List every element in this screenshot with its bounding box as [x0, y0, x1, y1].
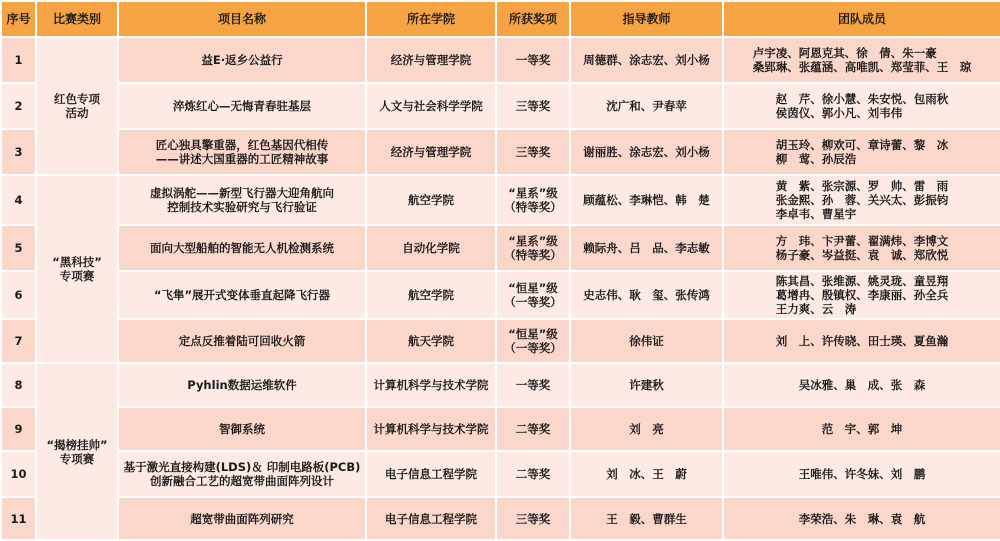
project-name: 定点反推着陆可回收火箭: [118, 319, 366, 363]
row-number: 5: [1, 225, 36, 271]
table-row: [1, 407, 1000, 451]
category-jiebang: “揭榜挂帅” 专项赛: [36, 363, 118, 540]
advisor: 王 毅、曹群生: [570, 497, 723, 540]
college: 计算机科学与技术学院: [366, 407, 496, 451]
row-number: 2: [1, 83, 36, 129]
project-name: 益E·返乡公益行: [118, 37, 366, 83]
team-members: 李荣浩、朱 琳、袁 航: [723, 497, 1000, 540]
table-row: [1, 225, 1000, 271]
advisor: 刘 亮: [570, 407, 723, 451]
team-members: 方 玮、卞尹蕾、翟满炜、李博文 杨子豪、岑益挺、袁 诚、郑欣悦: [723, 225, 1000, 271]
college: 计算机科学与技术学院: [366, 363, 496, 407]
row-number: 4: [1, 175, 36, 225]
header-row: [1, 1, 1000, 37]
advisor: 徐伟证: [570, 319, 723, 363]
project-name: 超宽带曲面阵列研究: [118, 497, 366, 540]
row-number: 9: [1, 407, 36, 451]
category-tech: “黑科技” 专项赛: [36, 175, 118, 363]
team-members: 王唯伟、许冬妹、刘 鹏: [723, 451, 1000, 497]
header-team: 团队成员: [723, 1, 1000, 37]
table-row: [1, 319, 1000, 363]
row-number: 6: [1, 271, 36, 319]
college: 经济与管理学院: [366, 129, 496, 175]
college: 航空学院: [366, 271, 496, 319]
award: “星系”级 （特等奖）: [496, 175, 570, 225]
advisor: 沈广和、尹春苹: [570, 83, 723, 129]
project-name: 基于激光直接构建(LDS)＆ 印制电路板(PCB) 创新融合工艺的超宽带曲面阵列设计: [118, 451, 366, 497]
team-members: 吴冰雅、巢 成、张 森: [723, 363, 1000, 407]
team-members: 刘 上、许传晓、田士瑛、夏鱼瀚: [723, 319, 1000, 363]
team-members: 卢宇凌、阿恩克其、徐 倩、朱一豪 桑郢琳、张蕴涵、高唯凯、郑莹菲、王 琼: [723, 37, 1000, 83]
advisor: 谢丽胜、涂志宏、刘小杨: [570, 129, 723, 175]
award: 三等奖: [496, 497, 570, 540]
advisor: 顾蕴松、李琳恺、韩 楚: [570, 175, 723, 225]
college: 人文与社会科学学院: [366, 83, 496, 129]
header-advisor: 指导教师: [570, 1, 723, 37]
team-members: 黄 紫、张宗源、罗 帅、雷 雨 张金熙、孙 蓉、关兴太、彭振钧 李卓韦、曹星宇: [723, 175, 1000, 225]
header-award: 所获奖项: [496, 1, 570, 37]
table-row: [1, 129, 1000, 175]
row-number: 1: [1, 37, 36, 83]
table-row: [1, 271, 1000, 319]
team-members: 陈其昌、张维源、姚灵珑、童昱翔 葛增冉、殷镇权、李康丽、孙全兵 王力爽、云 涛: [723, 271, 1000, 319]
college: 自动化学院: [366, 225, 496, 271]
header-no: 序号: [1, 1, 36, 37]
award: “恒星”级 （一等奖）: [496, 271, 570, 319]
table-row: [1, 363, 1000, 407]
table-row: [1, 497, 1000, 540]
advisor: 史志伟、耿 玺、张传鸿: [570, 271, 723, 319]
college: 电子信息工程学院: [366, 451, 496, 497]
project-name: 智御系统: [118, 407, 366, 451]
award: “恒星”级 （一等奖）: [496, 319, 570, 363]
table-row: [1, 83, 1000, 129]
college: 电子信息工程学院: [366, 497, 496, 540]
header-college: 所在学院: [366, 1, 496, 37]
award: 一等奖: [496, 363, 570, 407]
award: 三等奖: [496, 129, 570, 175]
team-members: 胡玉玲、柳欢可、章诗蕾、黎 冰 柳 莺、孙辰浩: [723, 129, 1000, 175]
header-category: 比赛类别: [36, 1, 118, 37]
header-project: 项目名称: [118, 1, 366, 37]
award: “星系”级 （特等奖）: [496, 225, 570, 271]
college: 航天学院: [366, 319, 496, 363]
table-row: [1, 175, 1000, 225]
project-name: 面向大型船舶的智能无人机检测系统: [118, 225, 366, 271]
project-name: 匠心独具擎重器，红色基因代相传 ——讲述大国重器的工匠精神故事: [118, 129, 366, 175]
project-name: “飞隼”展开式变体垂直起降飞行器: [118, 271, 366, 319]
award: 二等奖: [496, 451, 570, 497]
project-name: Pyhlin数据运维软件: [118, 363, 366, 407]
award: 一等奖: [496, 37, 570, 83]
college: 经济与管理学院: [366, 37, 496, 83]
row-number: 11: [1, 497, 36, 540]
advisor: 赖际舟、吕 品、李志敏: [570, 225, 723, 271]
table-row: [1, 451, 1000, 497]
category-red: 红色专项 活动: [36, 37, 118, 175]
advisor: 周德群、涂志宏、刘小杨: [570, 37, 723, 83]
project-name: 淬炼红心—无悔青春驻基层: [118, 83, 366, 129]
row-number: 10: [1, 451, 36, 497]
team-members: 赵 芹、徐小慧、朱安悦、包雨秋 侯茵仪、郭小凡、刘韦伟: [723, 83, 1000, 129]
advisor: 许建秋: [570, 363, 723, 407]
award: 三等奖: [496, 83, 570, 129]
college: 航空学院: [366, 175, 496, 225]
row-number: 7: [1, 319, 36, 363]
row-number: 8: [1, 363, 36, 407]
team-members: 范 宇、郭 坤: [723, 407, 1000, 451]
row-number: 3: [1, 129, 36, 175]
table-row: [1, 37, 1000, 83]
project-name: 虚拟涡舵——新型飞行器大迎角航向 控制技术实验研究与飞行验证: [118, 175, 366, 225]
advisor: 刘 冰、王 蔚: [570, 451, 723, 497]
award: 二等奖: [496, 407, 570, 451]
